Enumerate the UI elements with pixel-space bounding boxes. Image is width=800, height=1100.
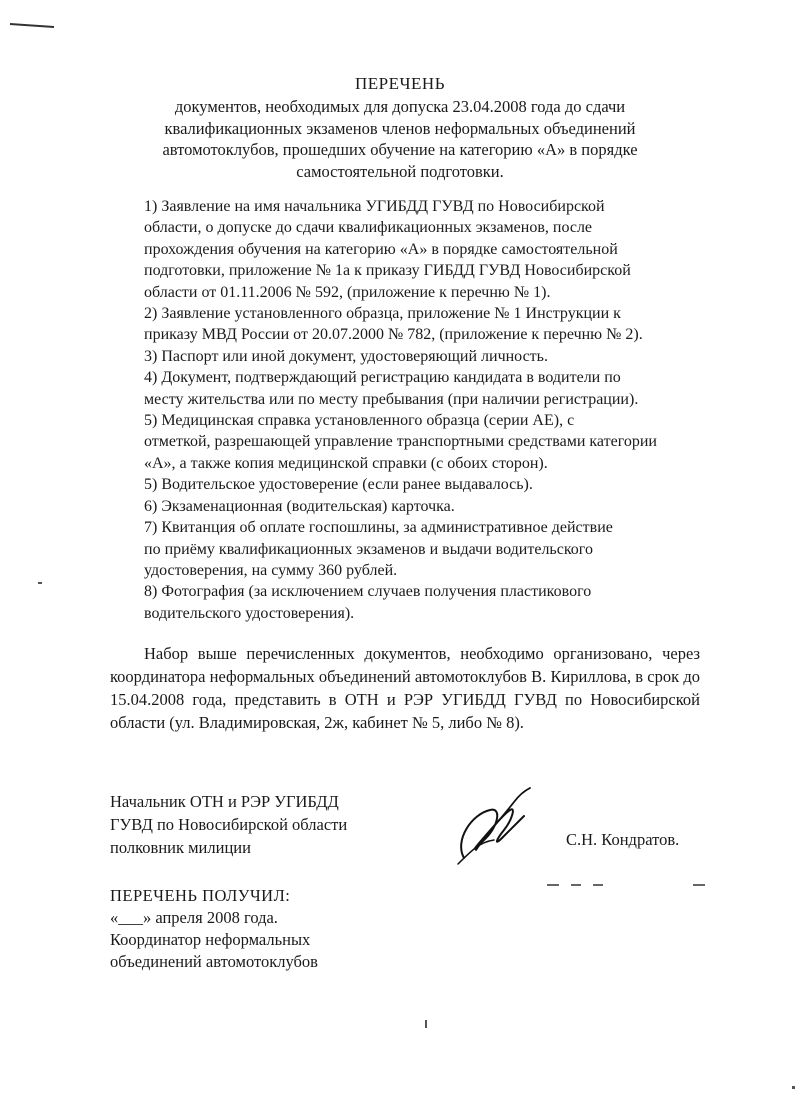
- list-item-line: 7) Квитанция об оплате госпошлины, за административное действие: [144, 519, 613, 537]
- list-item-line: прохождения обучения на категорию «А» в порядке самостоятельной: [144, 240, 618, 258]
- list-item-line: 1) Заявление на имя начальника УГИБДД ГУВД по Новосибирской: [144, 198, 605, 215]
- receipt-date: «___» апреля 2008 года.: [110, 908, 278, 927]
- list-item-line: 2) Заявление установленного образца, приложение № 1 Инструкции к: [144, 305, 621, 323]
- document-list: [110, 196, 700, 624]
- signatory-position: [110, 790, 347, 859]
- signatory-position-line: ГУВД по Новосибирской области: [110, 815, 348, 834]
- handwritten-signature: [436, 780, 546, 875]
- subtitle-line: документов, необходимых для допуска 23.04.2008 года до сдачи: [174, 97, 626, 116]
- receipt-line: объединений автомотоклубов: [110, 952, 318, 971]
- list-item-line: приказу МВД России от 20.07.2000 № 782, (приложение к перечню № 2).: [144, 326, 643, 344]
- list-item-line: отметкой, разрешающей управление транспортными средствами категории: [144, 433, 657, 451]
- list-item: [110, 367, 700, 410]
- closing-paragraph-text: Набор выше перечисленных документов, необходимо организовано, через координатора неформальных объединений автомотоклубов В. Кириллова, в срок до 15.04.2008 года, представить в ОТН и РЭР УГИБДД ГУВД по Новосибирской области (ул. Владимировская, 2ж, кабинет № 5, либо № 8).: [110, 644, 700, 732]
- list-item-line: 3) Паспорт или иной документ, удостоверяющий личность.: [144, 347, 548, 365]
- list-item-line: 5) Водительское удостоверение (если ранее выдавалось).: [144, 476, 533, 494]
- signatory-name: С.Н. Кондратов.: [566, 830, 680, 849]
- subtitle-line: самостоятельной подготовки.: [296, 161, 504, 181]
- list-item: [110, 410, 700, 474]
- list-item-line: водительского удостоверения).: [144, 604, 355, 622]
- list-item-line: 6) Экзаменационная (водительская) карточка.: [144, 497, 455, 515]
- list-item: [110, 346, 700, 367]
- subtitle-line: квалификационных экзаменов членов неформальных объединений: [164, 118, 636, 138]
- scan-speck: [38, 582, 42, 584]
- list-item-line: удостоверения, на сумму 360 рублей.: [144, 561, 398, 579]
- list-item: [110, 496, 700, 517]
- scan-speck: [425, 1020, 427, 1028]
- subtitle-line: автомотоклубов, прошедших обучение на категорию «А» в порядке: [162, 140, 638, 159]
- document-subtitle: [120, 96, 680, 182]
- signature-underline: [545, 882, 710, 888]
- list-item: [110, 581, 700, 624]
- document-title: ПЕРЕЧЕНЬ: [355, 74, 445, 93]
- list-item-line: «А», а также копия медицинской справки (с обоих сторон).: [144, 454, 548, 472]
- list-item: [110, 517, 700, 581]
- signatory-position-line: полковник милиции: [110, 838, 251, 857]
- receipt-title: ПЕРЕЧЕНЬ ПОЛУЧИЛ:: [110, 886, 291, 905]
- list-item-line: 5) Медицинская справка установленного образца (серии АЕ), с: [144, 412, 575, 430]
- list-item-line: 4) Документ, подтверждающий регистрацию кандидата в водители по: [144, 369, 621, 387]
- receipt-line: Координатор неформальных: [110, 930, 311, 949]
- list-item: [110, 474, 700, 495]
- closing-paragraph: [110, 642, 700, 734]
- signatory-position-line: Начальник ОТН и РЭР УГИБДД: [110, 792, 339, 811]
- scan-mark: [8, 18, 58, 32]
- scan-speck: [792, 1086, 795, 1089]
- receipt-block: [110, 885, 318, 973]
- list-item-line: области от 01.11.2006 № 592, (приложение к перечню № 1).: [144, 283, 551, 301]
- list-item: [110, 196, 700, 303]
- list-item-line: подготовки, приложение № 1а к приказу ГИБДД ГУВД Новосибирской: [144, 262, 631, 280]
- list-item-line: 8) Фотография (за исключением случаев получения пластикового: [144, 583, 592, 601]
- list-item-line: по приёму квалификационных экзаменов и выдачи водительского: [144, 540, 593, 558]
- list-item: [110, 303, 700, 346]
- list-item-line: области, о допуске до сдачи квалификационных экзаменов, после: [144, 219, 593, 237]
- list-item-line: месту жительства или по месту пребывания (при наличии регистрации).: [144, 390, 639, 408]
